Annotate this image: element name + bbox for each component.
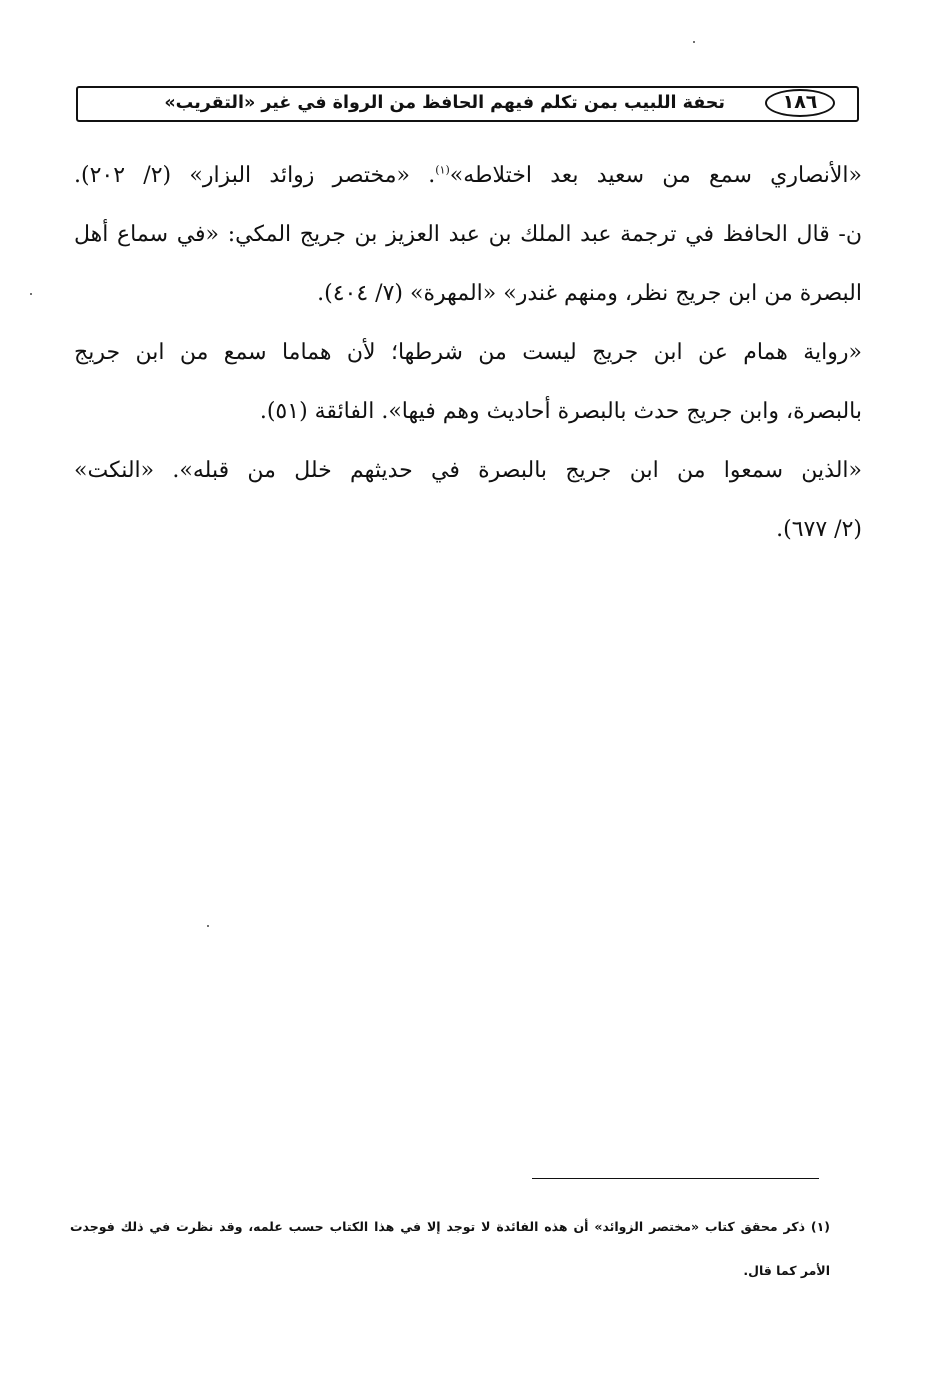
scan-speck	[30, 293, 32, 295]
running-header	[76, 86, 859, 122]
footnote-line-2: الأمر كما قال.	[743, 1263, 830, 1278]
text-line-7: (٢/ ٦٧٧).	[776, 517, 862, 542]
text-line-1-citation: . «مختصر زوائد البزار» (٢/ ٢٠٢).	[74, 163, 436, 188]
text-line-6: «الذين سمعوا من ابن جريج بالبصرة في حديثهم خلل من قبله». «النكت»	[74, 458, 862, 483]
text-line-3: البصرة من ابن جريج نظر، ومنهم غندر» «المهرة» (٧/ ٤٠٤).	[317, 281, 862, 306]
text-line-4: «رواية همام عن ابن جريج ليست من شرطها؛ لأن هماما سمع من ابن جريج	[74, 340, 862, 365]
main-text	[74, 146, 862, 559]
text-line-5: بالبصرة، وابن جريج حدث بالبصرة أحاديث وهم فيها». الفائقة (٥١).	[259, 399, 862, 424]
footnotes	[70, 1205, 830, 1293]
text-line-2: ن- قال الحافظ في ترجمة عبد الملك بن عبد العزيز بن جريج المكي: «في سماع أهل	[74, 222, 862, 247]
running-title: تحفة اللبيب بمن تكلم فيهم الحافظ من الرواة في غير «التقريب»	[164, 93, 725, 113]
footnote-line-1: (١) ذكر محقق كتاب «مختصر الزوائد» أن هذه الفائدة لا توجد إلا في هذا الكتاب حسب علمه، وقد نظرت في ذلك فوجدت	[70, 1219, 830, 1234]
footnote-separator	[532, 1178, 819, 1179]
text-line-1	[74, 146, 862, 205]
scan-speck	[693, 41, 695, 43]
footnote-reference: (١)	[435, 163, 450, 177]
scan-speck	[207, 925, 209, 927]
page-number: ١٨٦	[765, 89, 835, 117]
text-line-1-quote: «الأنصاري سمع من سعيد بعد اختلاطه»	[449, 163, 863, 188]
